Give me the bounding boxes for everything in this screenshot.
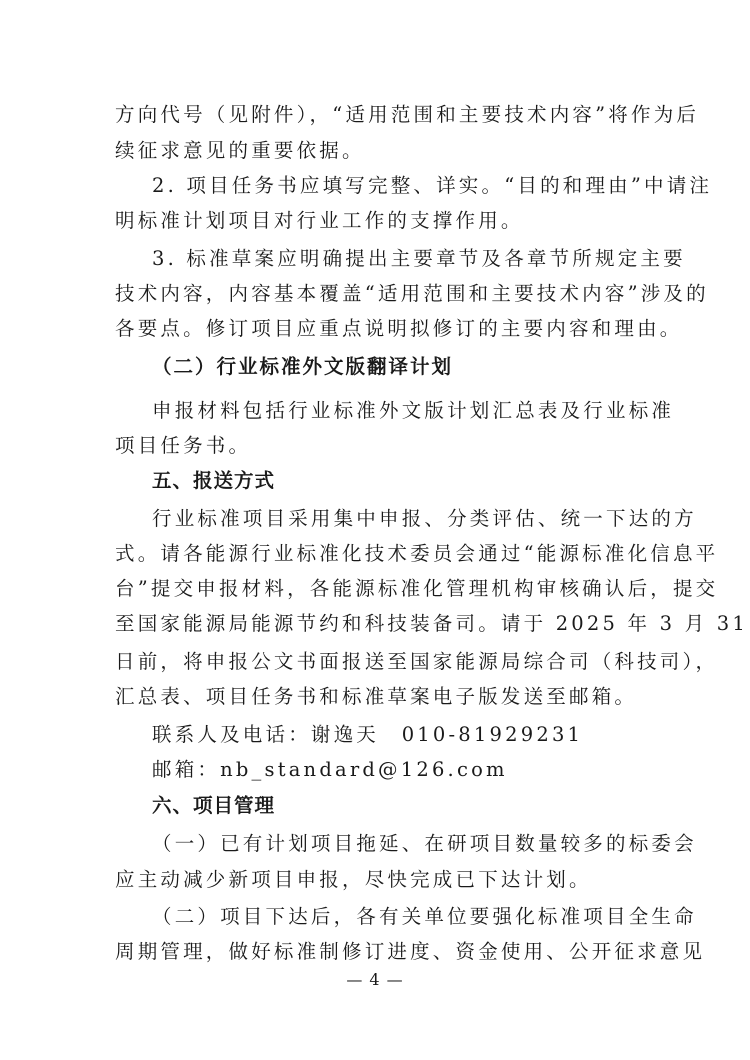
text-line: 式。请各能源行业标准化技术委员会通过“能源标准化信息平 [115,542,719,565]
contact-line: 联系人及电话：谢逸天 010-81929231 [152,723,584,746]
text-line: 各要点。修订项目应重点说明拟修订的主要内容和理由。 [115,317,683,340]
page-number: — 4 — [346,970,404,989]
text-line: 技术内容，内容基本覆盖“适用范围和主要技术内容”涉及的 [115,282,709,305]
text-line: 项目任务书。 [115,434,252,457]
text-line: 2. 项目任务书应填写完整、详实。“目的和理由”中请注 [152,174,713,197]
text-line: （二）项目下达后，各有关单位要强化标准项目全生命 [152,905,697,928]
text-line: 日前，将申报公文书面报送至国家能源局综合司（科技司）， [115,650,719,673]
section-heading: 六、项目管理 [152,794,276,817]
email-line: 邮箱：nb_standard@126.com [152,758,508,781]
text-line: 应主动减少新项目申报，尽快完成已下达计划。 [115,868,592,891]
text-line: 申报材料包括行业标准外文版计划汇总表及行业标准 [152,399,675,422]
text-line: 至国家能源局能源节约和科技装备司。请于 2025 年 3 月 31 [115,612,748,635]
text-line: 方向代号（见附件），“适用范围和主要技术内容”将作为后 [115,103,700,126]
text-line: 明标准计划项目对行业工作的支撑作用。 [115,209,524,232]
text-line: 汇总表、项目任务书和标准草案电子版发送至邮箱。 [115,685,638,708]
text-line: 续征求意见的重要依据。 [115,139,365,162]
text-line: 台”提交申报材料，各能源标准化管理机构审核确认后，提交 [115,577,719,600]
section-subheading: （二）行业标准外文版翻译计划 [152,355,454,378]
text-line: 3. 标准草案应明确提出主要章节及各章节所规定主要 [152,247,686,270]
text-line: （一）已有计划项目拖延、在研项目数量较多的标委会 [152,832,697,855]
text-line: 行业标准项目采用集中申报、分类评估、统一下达的方 [152,507,697,530]
section-heading: 五、报送方式 [152,469,276,492]
text-line: 周期管理，做好标准制修订进度、资金使用、公开征求意见 [115,940,706,963]
